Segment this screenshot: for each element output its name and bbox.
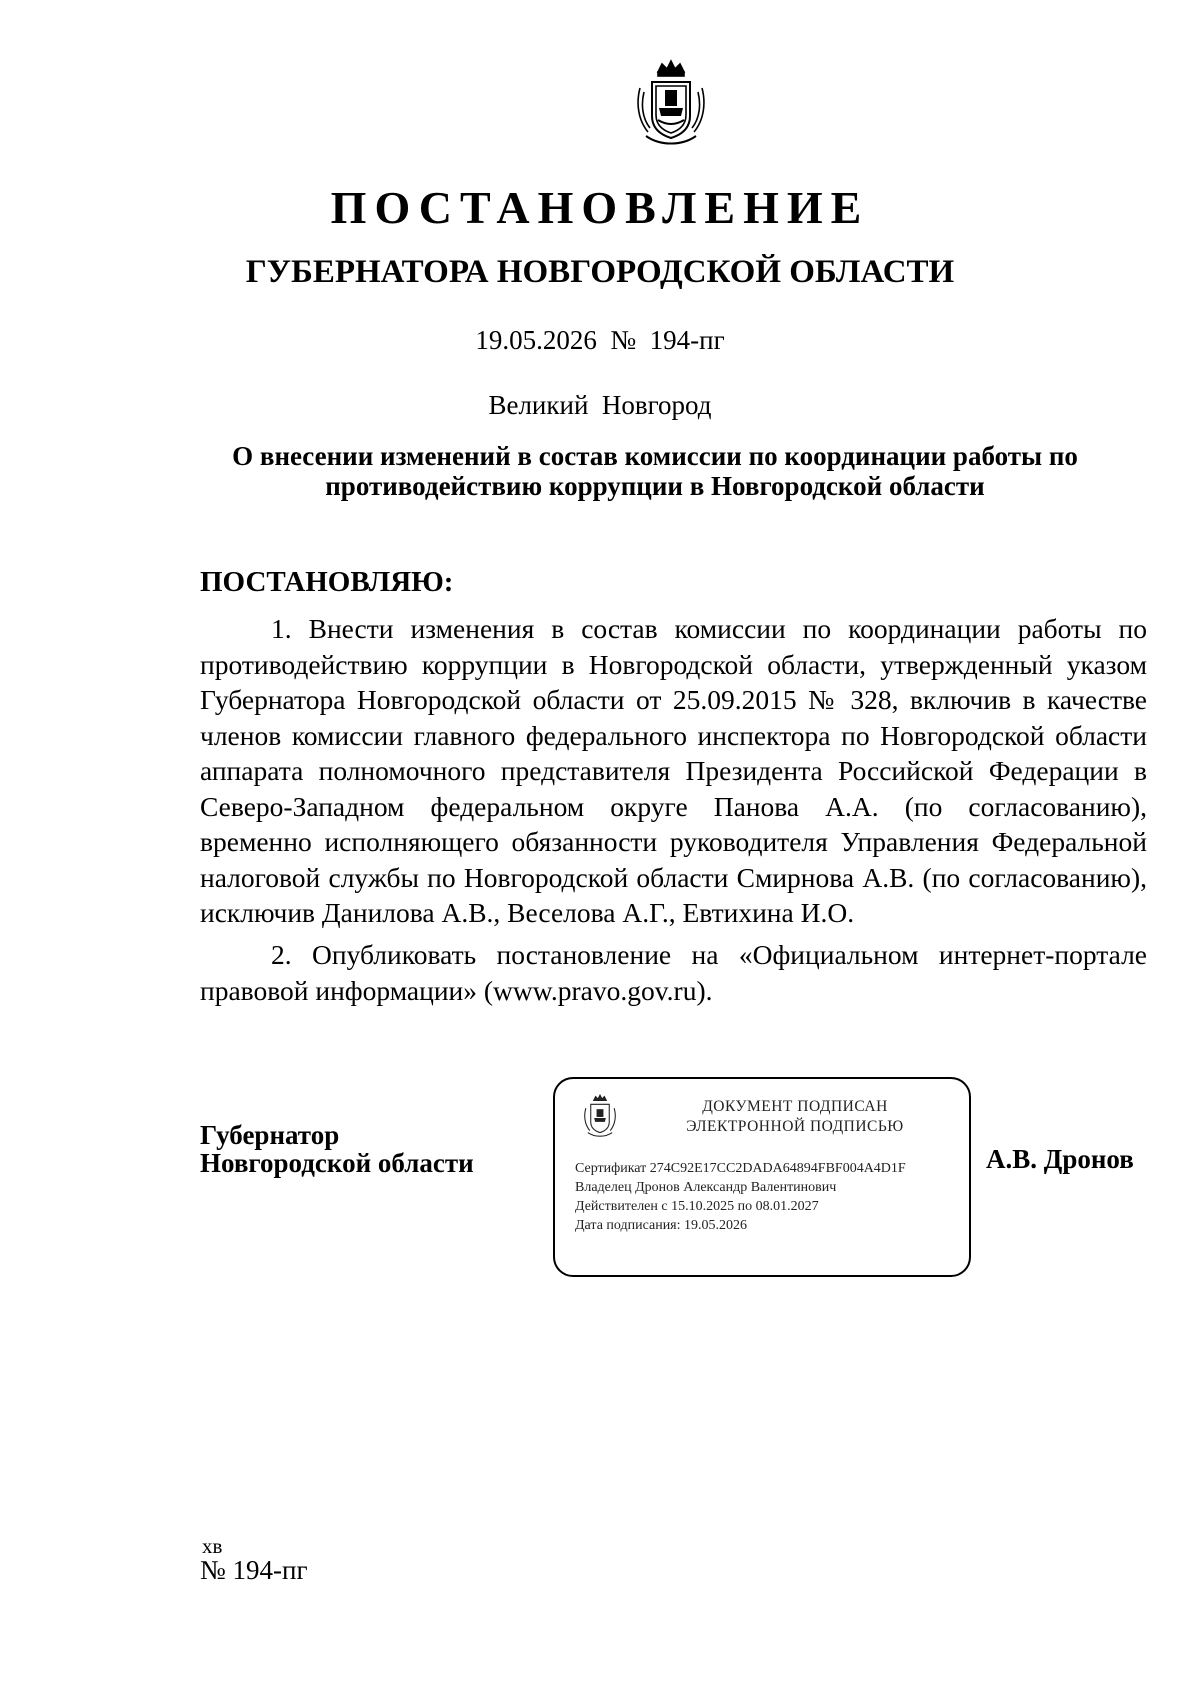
document-type-heading: ПОСТАНОВЛЕНИЕ	[330, 182, 870, 233]
stamp-signed-date: Дата подписания: 19.05.2026	[575, 1218, 748, 1233]
decree-heading: ПОСТАНОВЛЯЮ:	[200, 566, 454, 598]
stamp-details	[575, 1159, 906, 1235]
document-number: 194-пг	[649, 325, 725, 355]
signatory-title-line2: Новгородской области	[200, 1148, 474, 1178]
stamp-coat-of-arms-icon	[581, 1093, 619, 1139]
signatory-title	[200, 1121, 474, 1177]
footer-code: хв	[202, 1534, 223, 1558]
signatory-name: А.В. Дронов	[986, 1144, 1134, 1174]
paragraph-2: 2. Опубликовать постановление на «Официальном интернет-портале правовой информации» (www.pravo.gov.ru).	[200, 939, 1147, 1006]
stamp-heading	[635, 1097, 955, 1137]
issuer-heading: ГУБЕРНАТОРА НОВГОРОДСКОЙ ОБЛАСТИ	[245, 254, 955, 290]
electronic-signature-stamp	[553, 1077, 971, 1277]
document-title: О внесении изменений в состав комиссии по координации работы по противодействию коррупции в Новгородской области	[232, 441, 1078, 501]
footer-number: № 194-пг	[200, 1555, 308, 1585]
coat-of-arms-icon	[632, 58, 710, 150]
city: Великий Новгород	[488, 390, 712, 420]
number-sign: №	[610, 325, 637, 355]
stamp-heading-line1: ДОКУМЕНТ ПОДПИСАН	[702, 1098, 888, 1115]
stamp-heading-line2: ЭЛЕКТРОННОЙ ПОДПИСЬЮ	[686, 1118, 904, 1135]
stamp-certificate: Сертификат 274C92E17CC2DADA64894FBF004A4D1F	[575, 1161, 906, 1176]
date-number-line	[0, 323, 1200, 357]
document-date: 19.05.2026	[475, 325, 597, 355]
stamp-owner: Владелец Дронов Александр Валентинович	[575, 1180, 837, 1195]
paragraph-1: 1. Внести изменения в состав комиссии по координации работы по противодействию коррупции в Новгородской области, утвержденный указом Губернатора Новгородской области от 25.09.2015 № 328, включив в качестве членов комиссии главного федерального инспектора по Новгородской области аппарата полномочного представителя Президента Российской Федерации в Северо-Западном федеральном округе Панова А.А. (по согласованию), временно исполняющего обязанности руководителя Управления Федеральной налоговой службы по Новгородской области Смирнова А.В. (по согласованию), исключив Данилова А.В., Веселова А.Г., Евтихина И.О.	[200, 613, 1147, 928]
stamp-validity: Действителен с 15.10.2025 по 08.01.2027	[575, 1199, 819, 1214]
signatory-title-line1: Губернатор	[200, 1120, 340, 1150]
